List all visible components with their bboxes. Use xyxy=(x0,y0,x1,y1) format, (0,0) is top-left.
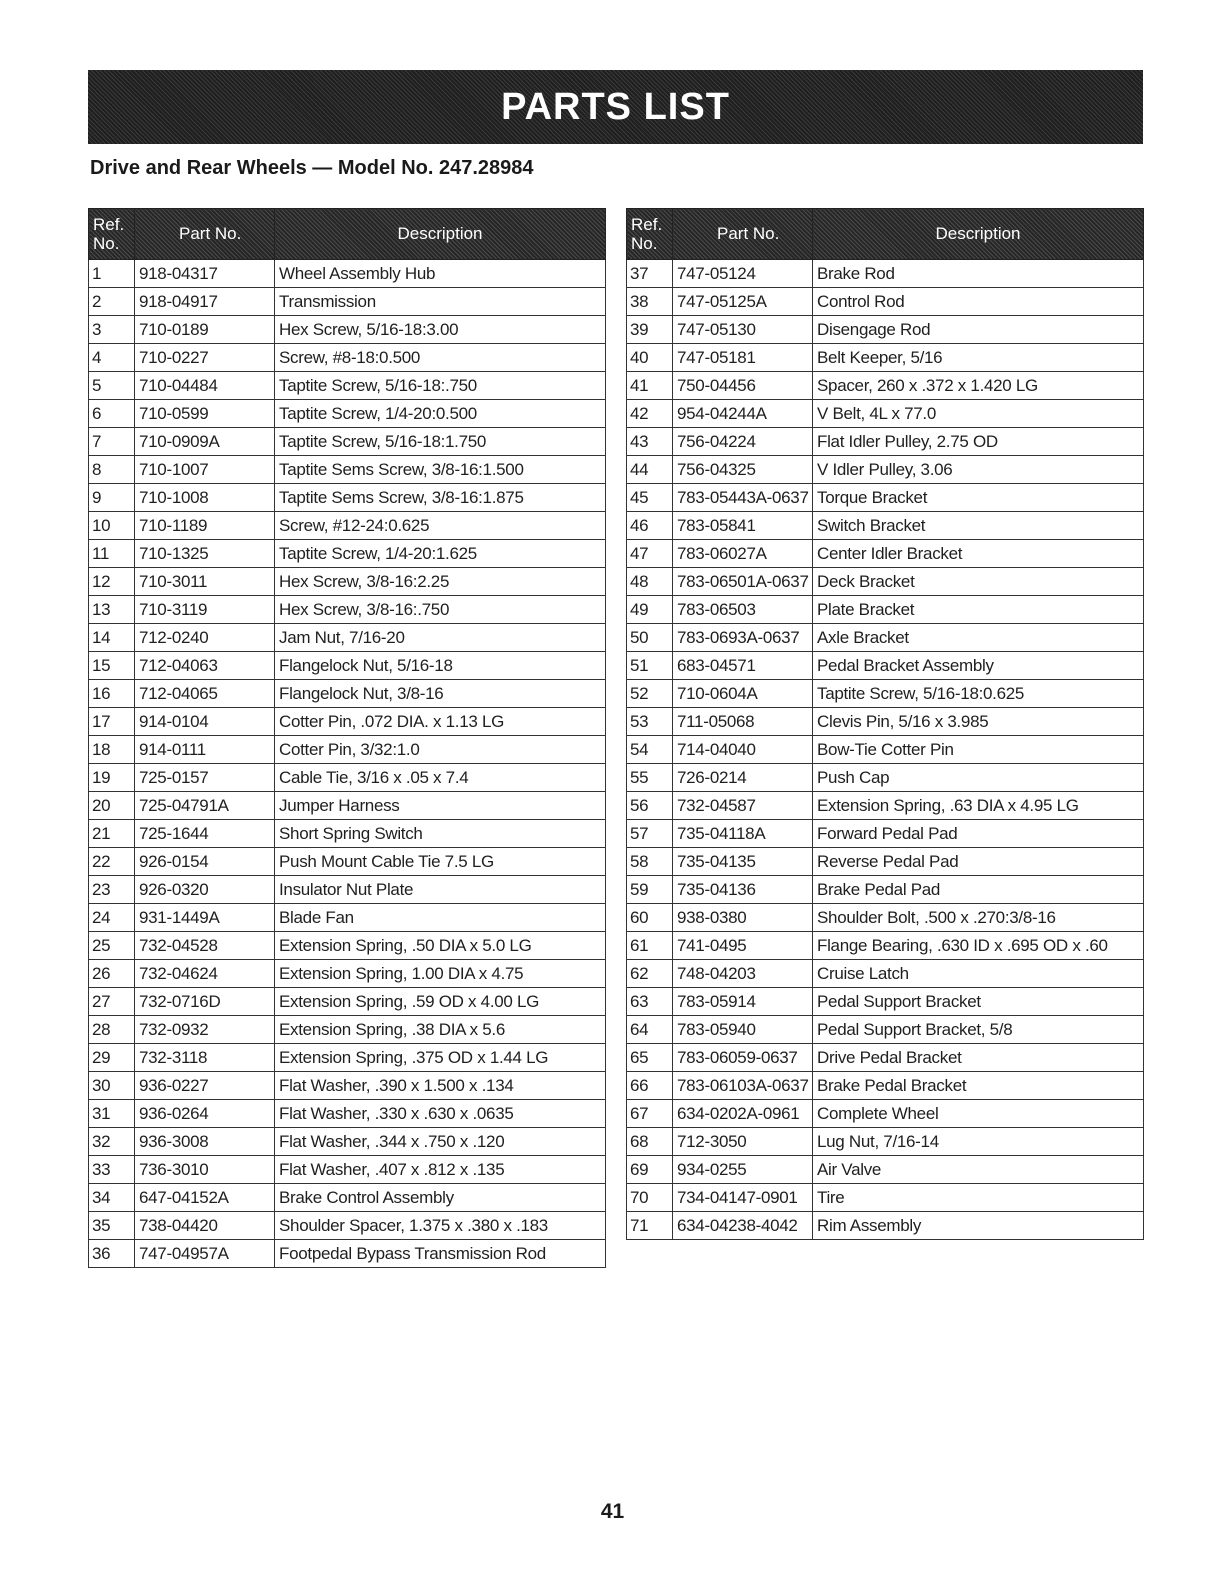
part-number-cell: 918-04317 xyxy=(135,260,275,288)
part-number-cell: 735-04136 xyxy=(673,876,813,904)
part-number-cell: 683-04571 xyxy=(673,652,813,680)
description-cell: Drive Pedal Bracket xyxy=(813,1044,1144,1072)
table-row xyxy=(627,680,1144,708)
table-row xyxy=(89,1072,606,1100)
table-row xyxy=(89,624,606,652)
table-row xyxy=(627,456,1144,484)
description-cell: Pedal Bracket Assembly xyxy=(813,652,1144,680)
description-cell: Taptite Screw, 5/16-18:0.625 xyxy=(813,680,1144,708)
table-row xyxy=(89,484,606,512)
ref-number-cell: 35 xyxy=(89,1212,135,1240)
description-cell: Torque Bracket xyxy=(813,484,1144,512)
ref-number-cell: 64 xyxy=(627,1016,673,1044)
part-number-cell: 732-3118 xyxy=(135,1044,275,1072)
part-number-cell: 712-0240 xyxy=(135,624,275,652)
description-cell: Control Rod xyxy=(813,288,1144,316)
parts-table-right xyxy=(626,208,1144,1240)
part-number-cell: 634-0202A-0961 xyxy=(673,1100,813,1128)
part-number-cell: 918-04917 xyxy=(135,288,275,316)
description-cell: Push Cap xyxy=(813,764,1144,792)
description-cell: Brake Pedal Pad xyxy=(813,876,1144,904)
description-cell: Spacer, 260 x .372 x 1.420 LG xyxy=(813,372,1144,400)
description-cell: Extension Spring, .63 DIA x 4.95 LG xyxy=(813,792,1144,820)
description-cell: Cable Tie, 3/16 x .05 x 7.4 xyxy=(275,764,606,792)
ref-number-cell: 3 xyxy=(89,316,135,344)
table-row xyxy=(89,652,606,680)
description-cell: Tire xyxy=(813,1184,1144,1212)
table-row xyxy=(89,960,606,988)
part-number-cell: 747-05125A xyxy=(673,288,813,316)
header-ref-no: Ref. No. xyxy=(627,209,673,260)
part-number-cell: 714-04040 xyxy=(673,736,813,764)
description-cell: Pedal Support Bracket xyxy=(813,988,1144,1016)
part-number-cell: 710-0909A xyxy=(135,428,275,456)
part-number-cell: 736-3010 xyxy=(135,1156,275,1184)
part-number-cell: 783-0693A-0637 xyxy=(673,624,813,652)
part-number-cell: 914-0104 xyxy=(135,708,275,736)
description-cell: Hex Screw, 3/8-16:2.25 xyxy=(275,568,606,596)
ref-number-cell: 6 xyxy=(89,400,135,428)
description-cell: Taptite Screw, 1/4-20:1.625 xyxy=(275,540,606,568)
table-row xyxy=(627,1212,1144,1240)
table-row xyxy=(89,876,606,904)
header-description: Description xyxy=(813,209,1144,260)
ref-number-cell: 1 xyxy=(89,260,135,288)
description-cell: Flat Washer, .390 x 1.500 x .134 xyxy=(275,1072,606,1100)
part-number-cell: 647-04152A xyxy=(135,1184,275,1212)
part-number-cell: 732-04528 xyxy=(135,932,275,960)
ref-number-cell: 38 xyxy=(627,288,673,316)
part-number-cell: 725-04791A xyxy=(135,792,275,820)
part-number-cell: 711-05068 xyxy=(673,708,813,736)
ref-number-cell: 40 xyxy=(627,344,673,372)
table-row xyxy=(89,1184,606,1212)
part-number-cell: 756-04224 xyxy=(673,428,813,456)
ref-number-cell: 49 xyxy=(627,596,673,624)
ref-number-cell: 7 xyxy=(89,428,135,456)
part-number-cell: 783-06501A-0637 xyxy=(673,568,813,596)
part-number-cell: 712-04063 xyxy=(135,652,275,680)
description-cell: Flat Washer, .330 x .630 x .0635 xyxy=(275,1100,606,1128)
ref-number-cell: 62 xyxy=(627,960,673,988)
description-cell: Extension Spring, .38 DIA x 5.6 xyxy=(275,1016,606,1044)
description-cell: Bow-Tie Cotter Pin xyxy=(813,736,1144,764)
part-number-cell: 783-06503 xyxy=(673,596,813,624)
table-row xyxy=(89,428,606,456)
ref-number-cell: 69 xyxy=(627,1156,673,1184)
table-row xyxy=(89,1212,606,1240)
table-row xyxy=(627,820,1144,848)
part-number-cell: 936-0227 xyxy=(135,1072,275,1100)
table-row xyxy=(627,372,1144,400)
part-number-cell: 783-05914 xyxy=(673,988,813,1016)
description-cell: Extension Spring, 1.00 DIA x 4.75 xyxy=(275,960,606,988)
table-row xyxy=(89,540,606,568)
description-cell: Cruise Latch xyxy=(813,960,1144,988)
part-number-cell: 741-0495 xyxy=(673,932,813,960)
part-number-cell: 726-0214 xyxy=(673,764,813,792)
ref-number-cell: 34 xyxy=(89,1184,135,1212)
description-cell: Deck Bracket xyxy=(813,568,1144,596)
table-row xyxy=(627,316,1144,344)
table-row xyxy=(627,988,1144,1016)
ref-number-cell: 31 xyxy=(89,1100,135,1128)
description-cell: Screw, #8-18:0.500 xyxy=(275,344,606,372)
part-number-cell: 710-0227 xyxy=(135,344,275,372)
ref-number-cell: 41 xyxy=(627,372,673,400)
description-cell: Screw, #12-24:0.625 xyxy=(275,512,606,540)
table-row xyxy=(89,512,606,540)
table-row xyxy=(627,484,1144,512)
header-ref-no: Ref. No. xyxy=(89,209,135,260)
ref-number-cell: 11 xyxy=(89,540,135,568)
table-row xyxy=(627,512,1144,540)
ref-number-cell: 15 xyxy=(89,652,135,680)
description-cell: Taptite Sems Screw, 3/8-16:1.875 xyxy=(275,484,606,512)
description-cell: Extension Spring, .50 DIA x 5.0 LG xyxy=(275,932,606,960)
ref-number-cell: 17 xyxy=(89,708,135,736)
table-row xyxy=(89,260,606,288)
table-row xyxy=(627,848,1144,876)
ref-number-cell: 71 xyxy=(627,1212,673,1240)
ref-number-cell: 45 xyxy=(627,484,673,512)
header-part-no: Part No. xyxy=(135,209,275,260)
part-number-cell: 732-0716D xyxy=(135,988,275,1016)
table-row xyxy=(89,764,606,792)
part-number-cell: 710-3119 xyxy=(135,596,275,624)
part-number-cell: 710-1325 xyxy=(135,540,275,568)
ref-number-cell: 43 xyxy=(627,428,673,456)
ref-number-cell: 33 xyxy=(89,1156,135,1184)
description-cell: Flat Idler Pulley, 2.75 OD xyxy=(813,428,1144,456)
description-cell: Flat Washer, .344 x .750 x .120 xyxy=(275,1128,606,1156)
table-row xyxy=(627,1044,1144,1072)
description-cell: Shoulder Bolt, .500 x .270:3/8-16 xyxy=(813,904,1144,932)
ref-number-cell: 46 xyxy=(627,512,673,540)
ref-number-cell: 66 xyxy=(627,1072,673,1100)
description-cell: Jumper Harness xyxy=(275,792,606,820)
part-number-cell: 954-04244A xyxy=(673,400,813,428)
description-cell: Complete Wheel xyxy=(813,1100,1144,1128)
ref-number-cell: 9 xyxy=(89,484,135,512)
ref-number-cell: 57 xyxy=(627,820,673,848)
ref-number-cell: 65 xyxy=(627,1044,673,1072)
ref-number-cell: 37 xyxy=(627,260,673,288)
ref-number-cell: 54 xyxy=(627,736,673,764)
part-number-cell: 710-0604A xyxy=(673,680,813,708)
ref-number-cell: 56 xyxy=(627,792,673,820)
description-cell: Short Spring Switch xyxy=(275,820,606,848)
part-number-cell: 783-05443A-0637 xyxy=(673,484,813,512)
description-cell: Disengage Rod xyxy=(813,316,1144,344)
description-cell: Rim Assembly xyxy=(813,1212,1144,1240)
part-number-cell: 914-0111 xyxy=(135,736,275,764)
ref-number-cell: 27 xyxy=(89,988,135,1016)
ref-number-cell: 32 xyxy=(89,1128,135,1156)
description-cell: Forward Pedal Pad xyxy=(813,820,1144,848)
table-header-row xyxy=(627,209,1144,260)
part-number-cell: 634-04238-4042 xyxy=(673,1212,813,1240)
part-number-cell: 750-04456 xyxy=(673,372,813,400)
description-cell: Taptite Screw, 1/4-20:0.500 xyxy=(275,400,606,428)
description-cell: Flangelock Nut, 5/16-18 xyxy=(275,652,606,680)
description-cell: Brake Pedal Bracket xyxy=(813,1072,1144,1100)
description-cell: Plate Bracket xyxy=(813,596,1144,624)
part-number-cell: 783-05841 xyxy=(673,512,813,540)
parts-list-banner xyxy=(88,70,1143,144)
part-number-cell: 748-04203 xyxy=(673,960,813,988)
ref-number-cell: 22 xyxy=(89,848,135,876)
description-cell: Taptite Screw, 5/16-18:.750 xyxy=(275,372,606,400)
table-row xyxy=(627,1128,1144,1156)
part-number-cell: 735-04118A xyxy=(673,820,813,848)
ref-number-cell: 67 xyxy=(627,1100,673,1128)
description-cell: Air Valve xyxy=(813,1156,1144,1184)
ref-number-cell: 60 xyxy=(627,904,673,932)
ref-number-cell: 44 xyxy=(627,456,673,484)
description-cell: Shoulder Spacer, 1.375 x .380 x .183 xyxy=(275,1212,606,1240)
table-row xyxy=(627,904,1144,932)
ref-number-cell: 18 xyxy=(89,736,135,764)
table-row xyxy=(627,344,1144,372)
parts-table-left xyxy=(88,208,606,1268)
table-row xyxy=(627,736,1144,764)
description-cell: Footpedal Bypass Transmission Rod xyxy=(275,1240,606,1268)
part-number-cell: 936-0264 xyxy=(135,1100,275,1128)
part-number-cell: 783-05940 xyxy=(673,1016,813,1044)
description-cell: Push Mount Cable Tie 7.5 LG xyxy=(275,848,606,876)
description-cell: Extension Spring, .375 OD x 1.44 LG xyxy=(275,1044,606,1072)
table-row xyxy=(89,1128,606,1156)
ref-number-cell: 59 xyxy=(627,876,673,904)
description-cell: V Belt, 4L x 77.0 xyxy=(813,400,1144,428)
ref-number-cell: 2 xyxy=(89,288,135,316)
ref-number-cell: 50 xyxy=(627,624,673,652)
table-row xyxy=(89,344,606,372)
table-header-row xyxy=(89,209,606,260)
part-number-cell: 756-04325 xyxy=(673,456,813,484)
ref-number-cell: 61 xyxy=(627,932,673,960)
ref-number-cell: 25 xyxy=(89,932,135,960)
description-cell: Belt Keeper, 5/16 xyxy=(813,344,1144,372)
table-row xyxy=(89,736,606,764)
ref-number-cell: 70 xyxy=(627,1184,673,1212)
table-row xyxy=(627,624,1144,652)
table-row xyxy=(89,1100,606,1128)
ref-number-cell: 39 xyxy=(627,316,673,344)
table-row xyxy=(89,456,606,484)
part-number-cell: 732-04624 xyxy=(135,960,275,988)
description-cell: Taptite Sems Screw, 3/8-16:1.500 xyxy=(275,456,606,484)
table-row xyxy=(627,1072,1144,1100)
table-row xyxy=(89,316,606,344)
part-number-cell: 747-05181 xyxy=(673,344,813,372)
part-number-cell: 712-04065 xyxy=(135,680,275,708)
part-number-cell: 710-0189 xyxy=(135,316,275,344)
table-row xyxy=(627,1100,1144,1128)
header-part-no: Part No. xyxy=(673,209,813,260)
ref-number-cell: 14 xyxy=(89,624,135,652)
ref-number-cell: 52 xyxy=(627,680,673,708)
ref-number-cell: 63 xyxy=(627,988,673,1016)
description-cell: Flat Washer, .407 x .812 x .135 xyxy=(275,1156,606,1184)
table-row xyxy=(627,792,1144,820)
description-cell: Clevis Pin, 5/16 x 3.985 xyxy=(813,708,1144,736)
description-cell: Center Idler Bracket xyxy=(813,540,1144,568)
description-cell: Axle Bracket xyxy=(813,624,1144,652)
description-cell: Brake Rod xyxy=(813,260,1144,288)
table-row xyxy=(89,288,606,316)
part-number-cell: 938-0380 xyxy=(673,904,813,932)
ref-number-cell: 28 xyxy=(89,1016,135,1044)
table-row xyxy=(89,820,606,848)
ref-number-cell: 12 xyxy=(89,568,135,596)
part-number-cell: 926-0154 xyxy=(135,848,275,876)
page-number: 41 xyxy=(600,1500,625,1523)
header-description: Description xyxy=(275,209,606,260)
table-row xyxy=(627,260,1144,288)
ref-number-cell: 21 xyxy=(89,820,135,848)
part-number-cell: 710-3011 xyxy=(135,568,275,596)
part-number-cell: 783-06059-0637 xyxy=(673,1044,813,1072)
ref-number-cell: 16 xyxy=(89,680,135,708)
table-row xyxy=(89,1044,606,1072)
table-row xyxy=(89,988,606,1016)
part-number-cell: 936-3008 xyxy=(135,1128,275,1156)
table-row xyxy=(89,904,606,932)
table-row xyxy=(627,1016,1144,1044)
table-row xyxy=(89,400,606,428)
table-row xyxy=(89,1016,606,1044)
part-number-cell: 710-1008 xyxy=(135,484,275,512)
table-row xyxy=(89,792,606,820)
description-cell: Reverse Pedal Pad xyxy=(813,848,1144,876)
description-cell: Wheel Assembly Hub xyxy=(275,260,606,288)
description-cell: Pedal Support Bracket, 5/8 xyxy=(813,1016,1144,1044)
description-cell: Flangelock Nut, 3/8-16 xyxy=(275,680,606,708)
part-number-cell: 926-0320 xyxy=(135,876,275,904)
part-number-cell: 710-04484 xyxy=(135,372,275,400)
table-row xyxy=(627,568,1144,596)
ref-number-cell: 68 xyxy=(627,1128,673,1156)
table-row xyxy=(627,876,1144,904)
part-number-cell: 735-04135 xyxy=(673,848,813,876)
description-cell: Insulator Nut Plate xyxy=(275,876,606,904)
ref-number-cell: 4 xyxy=(89,344,135,372)
table-row xyxy=(627,288,1144,316)
part-number-cell: 710-1189 xyxy=(135,512,275,540)
table-row xyxy=(89,372,606,400)
table-row xyxy=(627,652,1144,680)
part-number-cell: 747-05130 xyxy=(673,316,813,344)
ref-number-cell: 5 xyxy=(89,372,135,400)
part-number-cell: 783-06027A xyxy=(673,540,813,568)
table-row xyxy=(89,680,606,708)
table-row xyxy=(89,848,606,876)
ref-number-cell: 10 xyxy=(89,512,135,540)
description-cell: Transmission xyxy=(275,288,606,316)
part-number-cell: 734-04147-0901 xyxy=(673,1184,813,1212)
description-cell: Hex Screw, 5/16-18:3.00 xyxy=(275,316,606,344)
table-row xyxy=(627,400,1144,428)
description-cell: Lug Nut, 7/16-14 xyxy=(813,1128,1144,1156)
part-number-cell: 931-1449A xyxy=(135,904,275,932)
part-number-cell: 732-04587 xyxy=(673,792,813,820)
part-number-cell: 725-1644 xyxy=(135,820,275,848)
table-row xyxy=(89,596,606,624)
ref-number-cell: 29 xyxy=(89,1044,135,1072)
ref-number-cell: 47 xyxy=(627,540,673,568)
ref-number-cell: 58 xyxy=(627,848,673,876)
part-number-cell: 738-04420 xyxy=(135,1212,275,1240)
table-row xyxy=(627,596,1144,624)
description-cell: Brake Control Assembly xyxy=(275,1184,606,1212)
ref-number-cell: 26 xyxy=(89,960,135,988)
ref-number-cell: 51 xyxy=(627,652,673,680)
description-cell: Taptite Screw, 5/16-18:1.750 xyxy=(275,428,606,456)
table-row xyxy=(89,1156,606,1184)
table-row xyxy=(627,708,1144,736)
description-cell: Jam Nut, 7/16-20 xyxy=(275,624,606,652)
section-title: Drive and Rear Wheels — Model No. 247.28984 xyxy=(90,157,534,179)
ref-number-cell: 19 xyxy=(89,764,135,792)
table-row xyxy=(627,540,1144,568)
part-number-cell: 934-0255 xyxy=(673,1156,813,1184)
table-row xyxy=(627,960,1144,988)
description-cell: Cotter Pin, .072 DIA. x 1.13 LG xyxy=(275,708,606,736)
part-number-cell: 747-05124 xyxy=(673,260,813,288)
part-number-cell: 710-0599 xyxy=(135,400,275,428)
table-row xyxy=(627,764,1144,792)
table-row xyxy=(89,1240,606,1268)
description-cell: Blade Fan xyxy=(275,904,606,932)
ref-number-cell: 20 xyxy=(89,792,135,820)
ref-number-cell: 53 xyxy=(627,708,673,736)
table-row xyxy=(627,1184,1144,1212)
description-cell: V Idler Pulley, 3.06 xyxy=(813,456,1144,484)
ref-number-cell: 8 xyxy=(89,456,135,484)
description-cell: Cotter Pin, 3/32:1.0 xyxy=(275,736,606,764)
ref-number-cell: 24 xyxy=(89,904,135,932)
part-number-cell: 732-0932 xyxy=(135,1016,275,1044)
table-row xyxy=(627,428,1144,456)
description-cell: Switch Bracket xyxy=(813,512,1144,540)
table-row xyxy=(89,932,606,960)
table-row xyxy=(627,1156,1144,1184)
part-number-cell: 747-04957A xyxy=(135,1240,275,1268)
ref-number-cell: 36 xyxy=(89,1240,135,1268)
table-row xyxy=(89,568,606,596)
description-cell: Hex Screw, 3/8-16:.750 xyxy=(275,596,606,624)
part-number-cell: 725-0157 xyxy=(135,764,275,792)
ref-number-cell: 23 xyxy=(89,876,135,904)
part-number-cell: 710-1007 xyxy=(135,456,275,484)
ref-number-cell: 42 xyxy=(627,400,673,428)
ref-number-cell: 55 xyxy=(627,764,673,792)
table-row xyxy=(627,932,1144,960)
part-number-cell: 712-3050 xyxy=(673,1128,813,1156)
ref-number-cell: 13 xyxy=(89,596,135,624)
ref-number-cell: 30 xyxy=(89,1072,135,1100)
table-row xyxy=(89,708,606,736)
part-number-cell: 783-06103A-0637 xyxy=(673,1072,813,1100)
description-cell: Flange Bearing, .630 ID x .695 OD x .60 xyxy=(813,932,1144,960)
banner-title: PARTS LIST xyxy=(501,85,730,128)
ref-number-cell: 48 xyxy=(627,568,673,596)
description-cell: Extension Spring, .59 OD x 4.00 LG xyxy=(275,988,606,1016)
